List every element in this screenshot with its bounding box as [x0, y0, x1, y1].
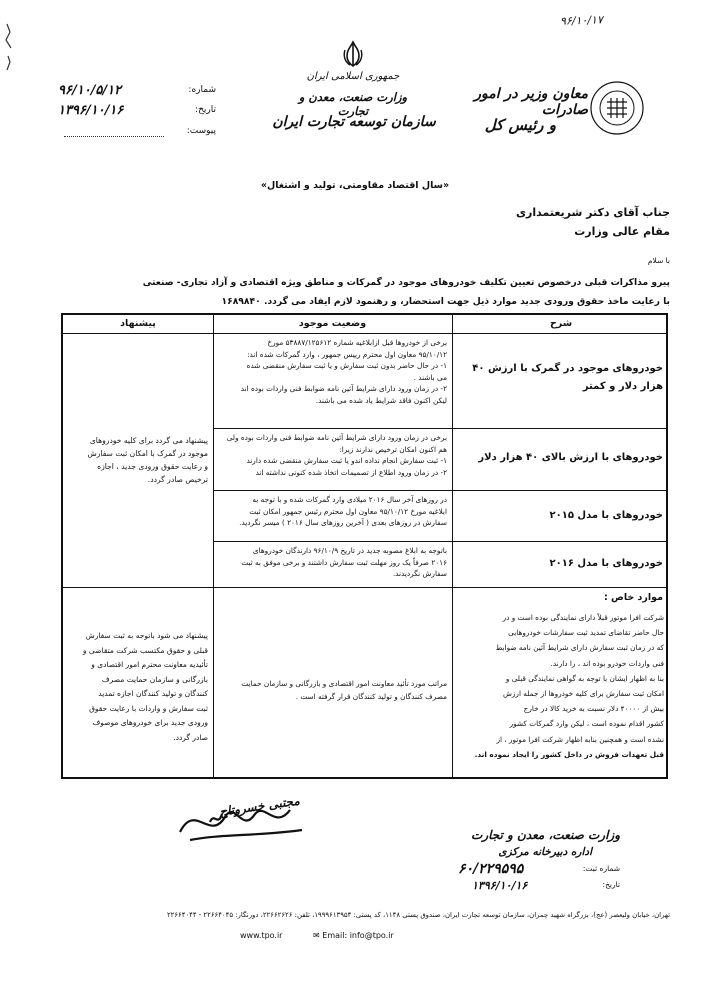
- stamp-ministry: وزارت صنعت، معدن و تجارت: [471, 828, 620, 842]
- header-separator: [63, 333, 666, 334]
- row-1-status: [219, 337, 447, 406]
- iran-emblem: [341, 40, 365, 68]
- addressee-name: جناب آقای دکتر شریعتمداری: [515, 206, 670, 219]
- status-line: می باشند .: [413, 372, 447, 382]
- letter-date-value: ۱۳۹۶/۱۰/۱۶: [58, 103, 124, 118]
- proposal-2: [68, 629, 208, 745]
- stamp-date-label: تاریخ:: [602, 880, 620, 889]
- status-line: باتوجه به ابلاغ مصوبه جدید در تاریخ ۹۶/۱۰/۹ دارندگان خودروهای: [252, 546, 447, 555]
- row-2-sharh: خودروهای با ارزش بالای ۴۰ هزار دلار: [478, 452, 663, 463]
- col-separator: [213, 315, 214, 777]
- special-line: نشده است و همچنین بنابه اظهار شرکت افرا موتور ، از: [496, 734, 664, 744]
- cars-table: [61, 313, 668, 779]
- proposal-line: قبلی و حقوق مکتسب شرکت متقاضی و: [82, 645, 208, 655]
- proposal-line: پیشنهاد می گردد برای کلیه خودروهای: [89, 436, 208, 445]
- special-line: کشور اقدام نموده است ، لیکن وارد گمرکات کشور: [509, 719, 664, 729]
- proposal-line: موجود در گمرک با امکان ثبت سفارش: [87, 449, 208, 458]
- status-line: ۱- در حال حاضر بدون ثبت سفارش و یا ثبت سفارش منقضی شده: [246, 361, 447, 370]
- row-3-sharh: خودروهای با مدل ۲۰۱۵: [549, 510, 663, 521]
- stamp-number-value: ۶۰/۲۲۹۵۹۵: [458, 861, 524, 877]
- handwritten-date: ۹۶/۱۰/۱۷: [559, 13, 604, 28]
- tpo-logo: [589, 80, 645, 136]
- special-line: فنی واردات خودرو بوده اند ، را دارند.: [550, 658, 664, 668]
- stamp-office: اداره دبیرخانه مرکزی: [498, 846, 592, 858]
- footer-contacts: [240, 931, 470, 940]
- intro-line-2: با رعایت ماخذ حقوق ورودی جدید موارد ذیل جهت استحضار، و رهنمود لازم ایفاد می گردد. ۱۶۸۹۸۴۰: [221, 296, 670, 307]
- stamp-number-label: شماره ثبت:: [582, 864, 620, 873]
- slogan: «سال اقتصاد مقاومتی، تولید و اشتغال»: [260, 180, 450, 191]
- footer-website[interactable]: www.tpo.ir: [240, 931, 283, 940]
- ministry-name: وزارت صنعت، معدن و تجارت: [298, 90, 408, 118]
- status-line: ۲۰۱۶ صرفاً یک روز مهلت ثبت سفارش داشتند و برخی موفق به ثبت: [241, 557, 447, 567]
- status-line: لیکن اکنون فاقد شرایط یاد شده می باشند.: [315, 395, 447, 405]
- status-line: برخی از خودروها قبل ازابلاغیه شماره ۵۳۸۸۷/۱۲۵۶۱۲ مورخ: [267, 338, 447, 347]
- intro-line-1: پیرو مذاکرات قبلی درخصوص تعیین تکلیف خودروهای موجود در گمرکات و مناطق ویژه اقتصادی و آزاد تجاری- صنعتی: [142, 277, 670, 288]
- proposal-line: ثبت سفارش و واردات با رعایت حقوق: [89, 703, 208, 713]
- deputy-subtitle: و رئیس کل: [484, 116, 556, 134]
- proposal-1: [68, 434, 208, 486]
- status-line: مراتب مورد تأئید معاونت امور اقتصادی و بازرگانی و سازمان حمایت: [241, 679, 447, 688]
- special-line: بیش از ۴۰۰۰۰ دلار نسبت به خرید کالا در خارج: [523, 704, 664, 714]
- col-separator: [452, 315, 453, 777]
- special-line: امکان ثبت سفارش برای کلیه خودروها از جمله ارزش: [503, 689, 664, 699]
- row-separator: [213, 490, 666, 491]
- letter-date-label: تاریخ:: [195, 105, 216, 115]
- status-line: در روزهای آخر سال ۲۰۱۶ میلادی وارد گمرکات شده و با توجه به: [252, 495, 447, 504]
- row-4-sharh: خودروهای با مدل ۲۰۱۶: [549, 558, 663, 569]
- status-line: ۲- در زمان ورود اطلاع از تصمیمات اتخاذ شده کنونی نداشته اند: [255, 467, 447, 477]
- organization-name: سازمان توسعه تجارت ایران: [272, 114, 436, 130]
- row-3-status: [219, 494, 447, 529]
- row-separator: [63, 587, 666, 588]
- letter-number-label: شماره:: [188, 85, 216, 95]
- status-line: برخی در زمان ورود دارای شرایط آئین نامه ضوابط فنی واردات بوده ولی: [226, 433, 447, 442]
- proposal-line: پیشنهاد می شود باتوجه به ثبت سفارش: [85, 631, 208, 640]
- special-line: قبل تعهدات فروش در داخل کشور را ایجاد نموده اند.: [474, 749, 664, 759]
- binder-mark: [4, 22, 14, 72]
- letter-number-value: ۹۶/۱۰/۵/۱۲: [58, 83, 122, 98]
- proposal-line: کنندگان و تولید کنندگان اجازه تمدید: [98, 689, 208, 698]
- status-line: ۹۵/۱۰/۱۲ معاون اول محترم رییس جمهور ، وارد گمرکات شده اند:: [247, 349, 447, 359]
- footer-address: تهران، خیابان ولیعصر (عج)، بزرگراه شهید چمران، سازمان توسعه تجارت ایران، صندوق پستی ۱۱۴۸، کد پستی: ۱۹۹۹۶۱۳۹۵۴، تلفن: ۲۲۶۶۲۶۲۶، دورنگار: ۲۲۶۶۴۰۴۵ - ۲۲۶۶۴۰۴۴: [166, 911, 670, 919]
- status-line: سفارش در روزهای بعدی ( آخرین روزهای سال ۲۰۱۶ ) میسر نگردید.: [239, 518, 447, 527]
- status-line: مصرف کنندگان و تولید کنندگان قرار گرفته است .: [295, 692, 447, 701]
- emblem-caption: جمهوری اسلامی ایران: [306, 71, 400, 82]
- attachment-line: [64, 136, 164, 137]
- special-line: بنا به اظهار ایشان با توجه به گواهی نمایندگی قبلی و: [505, 673, 664, 683]
- special-line: حال حاضر تقاضای تمدید ثبت سفارشات خودروهایی: [508, 628, 664, 638]
- stamp-date-value: ۱۳۹۶/۱۰/۱۶: [472, 879, 528, 892]
- proposal-line: و رعایت حقوق ورودی جدید ، اجازه: [97, 462, 208, 471]
- special-line: شرکت افرا موتور قبلاً دارای نمایندگی بوده است و در: [502, 613, 664, 622]
- row-2-status: [219, 432, 447, 478]
- status-line: هم اکنون امکان ترخیص ندارند زیرا:: [339, 444, 447, 454]
- salutation: با سلام: [647, 256, 670, 265]
- row-4-status: [219, 545, 447, 580]
- special-title: موارد خاص :: [603, 592, 663, 603]
- special-status: [219, 677, 447, 703]
- row-separator: [213, 428, 666, 429]
- header-sharh: شرح: [549, 318, 573, 329]
- proposal-line: بازرگانی و سازمان حمایت مصرف: [101, 674, 208, 684]
- proposal-line: صادر گردد.: [173, 732, 208, 742]
- proposal-line: ورودی جدید برای خودروهای موصوف: [92, 718, 208, 727]
- row-separator: [213, 541, 666, 542]
- row-1-sharh: خودروهای موجود در گمرک با ارزش ۴۰ هزار دلار و کمتر: [472, 363, 663, 392]
- status-line: ۲- در زمان ورود دارای شرایط آئین نامه ضوابط فنی واردات بوده اند: [240, 384, 447, 393]
- special-description: [456, 610, 664, 762]
- mail-icon: ✉: [313, 931, 320, 940]
- signatory-name: مجتبی خسروتاج: [218, 793, 301, 819]
- status-line: ابلاغیه مورخ ۹۵/۱۰/۱۲ معاون اول محترم رئیس جمهور امکان ثبت: [249, 506, 447, 516]
- header-proposal: پیشنهاد: [120, 318, 156, 329]
- proposal-line: تأئیدیه معاونت محترم امور اقتصادی و: [91, 660, 208, 669]
- registry-stamp: [452, 828, 620, 892]
- status-line: ۱- ثبت سفارش انجام نداده اندو یا ثبت سفارش منقضی شده دارند: [246, 456, 447, 465]
- header-status: وضعیت موجود: [298, 318, 367, 329]
- proposal-line: ترخیص صادر گردد.: [147, 475, 208, 484]
- attachment-label: پیوست:: [186, 126, 216, 136]
- status-line: سفارش نگردیدند.: [392, 569, 447, 578]
- footer-email[interactable]: Email: info@tpo.ir: [322, 931, 394, 940]
- letter-meta: [58, 83, 218, 145]
- special-line: که در زمان ثبت سفارش دارای شرایط آئین نامه ضوابط: [495, 643, 664, 653]
- deputy-title: معاون وزیر در امور صادرات: [474, 86, 588, 118]
- addressee-title: مقام عالی وزارت: [574, 225, 670, 238]
